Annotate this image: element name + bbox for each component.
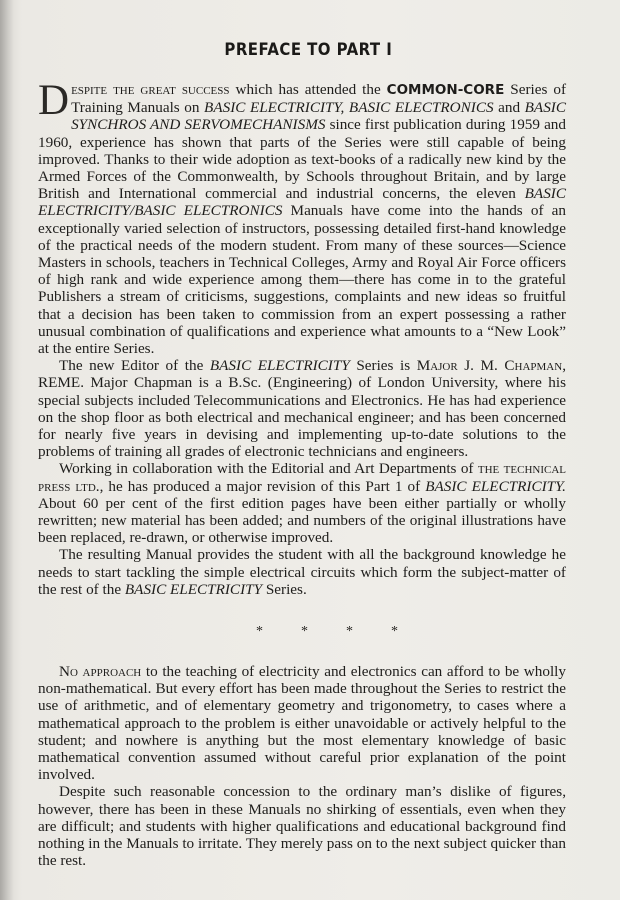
text-run: About 60 per cent of the first edition pages have been either partially or wholly rewritten; new material has been added; and numbers of the original illustrations have been replaced, re-drawn, or otherwise improved. (38, 494, 566, 547)
series-title: BASIC ELECTRICITY/BASIC ELECTRONICS (38, 185, 566, 220)
text-run: Series. (262, 580, 307, 598)
binding-shadow (0, 0, 14, 900)
paragraph-1 (38, 77, 566, 358)
editor-name: Major J. M. Chapman (416, 357, 563, 375)
text-run: Despite such reasonable concession to the ordinary man’s dislike of figures, however, there has been in these Manuals no shirking of essentials, even when they are difficult; and students with higher qualifications and educational background find nothing in the Manuals to irritate. They merely pass on to the next subject quicker than the rest. (38, 783, 566, 870)
text-run: Working in collaboration with the Editorial and Art Departments of (59, 460, 478, 478)
paragraph-4 (38, 546, 566, 598)
paragraph-5 (38, 663, 566, 783)
opening-small-caps: No approach (59, 663, 142, 680)
publisher-name: the technical press ltd. (38, 460, 566, 495)
separator-star: * (301, 624, 308, 639)
text-run: Manuals have come into the hands of an exceptionally varied selection of instructors, possessing detailed first-hand knowledge of the practical needs of the modern student. From many of these sources—Science Masters in schools, teachers in Technical Colleges, Army and Royal Air Force officers of high rank and wide experience among them—there has come in to the grateful Publishers a stream of criticisms, suggestions, complaints and new ideas so fruitful that a decision has been taken to commission from an expert possessing a rather unusual combination of qualifications and experience what amounts to a “New Look” at the entire Series. (38, 202, 566, 358)
drop-cap: D (38, 77, 70, 124)
series-title: BASIC ELECTRICITY. (425, 477, 566, 495)
text-run: , he has produced a major revision of this Part 1 of (99, 477, 426, 495)
opening-small-caps: espite the great success (71, 81, 230, 98)
separator-star: * (346, 624, 353, 639)
paragraph-2 (38, 357, 566, 460)
series-title: BASIC ELECTRICITY (124, 580, 263, 598)
text-block-lower (38, 663, 566, 869)
separator-star: * (256, 624, 263, 639)
text-run: , REME. Major Chapman is a B.Sc. (Engineering) of London University, where his special subjects included Telecommunications and Electronics. He has had experience on the shop floor as both electrical and mechanical engineer; and has been concerned for nearly five years in devising and implementing up-to-date solutions to the problems of training all grades of electronic technicians and engineers. (38, 357, 566, 461)
paragraph-3 (38, 460, 566, 546)
text-run: to the teaching of electricity and electronics can afford to be wholly non-mathematical. But every effort has been made throughout the Series to restrict the use of arithmetic, and of elementary geometry and trigonometry, to cases where a mathematical approach to the problem is either unavoidable or actively helpful to the student; and nowhere is anything but the most elementary knowledge of basic mathematical convention assumed without careful prior explanation of the point involved. (38, 663, 566, 784)
text-run: The resulting Manual provides the student with all the background knowledge he needs to start tackling the simple electrical circuits which form the subject-matter of the rest of the (38, 546, 566, 598)
text-run: since first publication during 1959 and 1960, experience has shown that parts of the Series were still capable of being improved. Thanks to their wide adoption as text-books of a radically new kind by the Armed Forces of the Commonwealth, by Schools throughout Britain, and by large British and International commercial and industrial concerns, the eleven (38, 116, 566, 203)
paragraph-6 (38, 783, 566, 869)
text-run: Series is (349, 357, 417, 375)
text-block-upper (38, 77, 566, 598)
series-title: BASIC ELECTRICITY, BASIC ELECTRONICS (204, 99, 494, 117)
separator-star: * (391, 624, 398, 639)
text-run: Series of Training Manuals on (71, 81, 566, 117)
text-run: and (493, 99, 525, 117)
page-title: PREFACE TO PART I (224, 40, 393, 60)
text-run: which has attended the (229, 81, 387, 98)
series-title: BASIC ELECTRICITY (209, 357, 350, 375)
series-title: BASIC SYNCHROS AND SERVOMECHANISMS (71, 99, 566, 134)
section-separator (38, 624, 566, 640)
common-core-label: COMMON-CORE (386, 82, 505, 98)
text-run: The new Editor of the (59, 357, 210, 375)
